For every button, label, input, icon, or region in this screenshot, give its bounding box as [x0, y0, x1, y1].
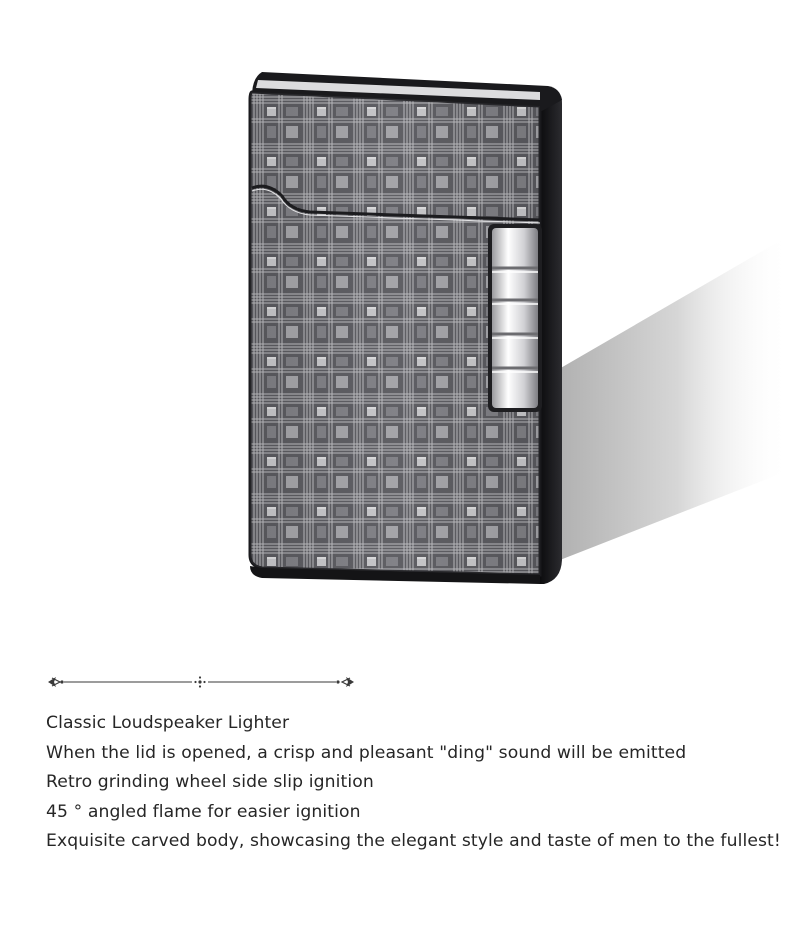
feature-item-sound: When the lid is opened, a crisp and pleasant "ding" sound will be emitted: [46, 742, 687, 763]
feature-list: [46, 709, 786, 857]
feature-item-title: Classic Loudspeaker Lighter: [46, 713, 290, 733]
ornamental-divider-icon: [44, 672, 358, 692]
feature-item-ignition: Retro grinding wheel side slip ignition: [46, 772, 374, 792]
feature-item-body: Exquisite carved body, showcasing the elegant style and taste of men to the fullest!: [46, 831, 781, 851]
feature-item-flame: 45 ° angled flame for easier ignition: [46, 801, 361, 822]
